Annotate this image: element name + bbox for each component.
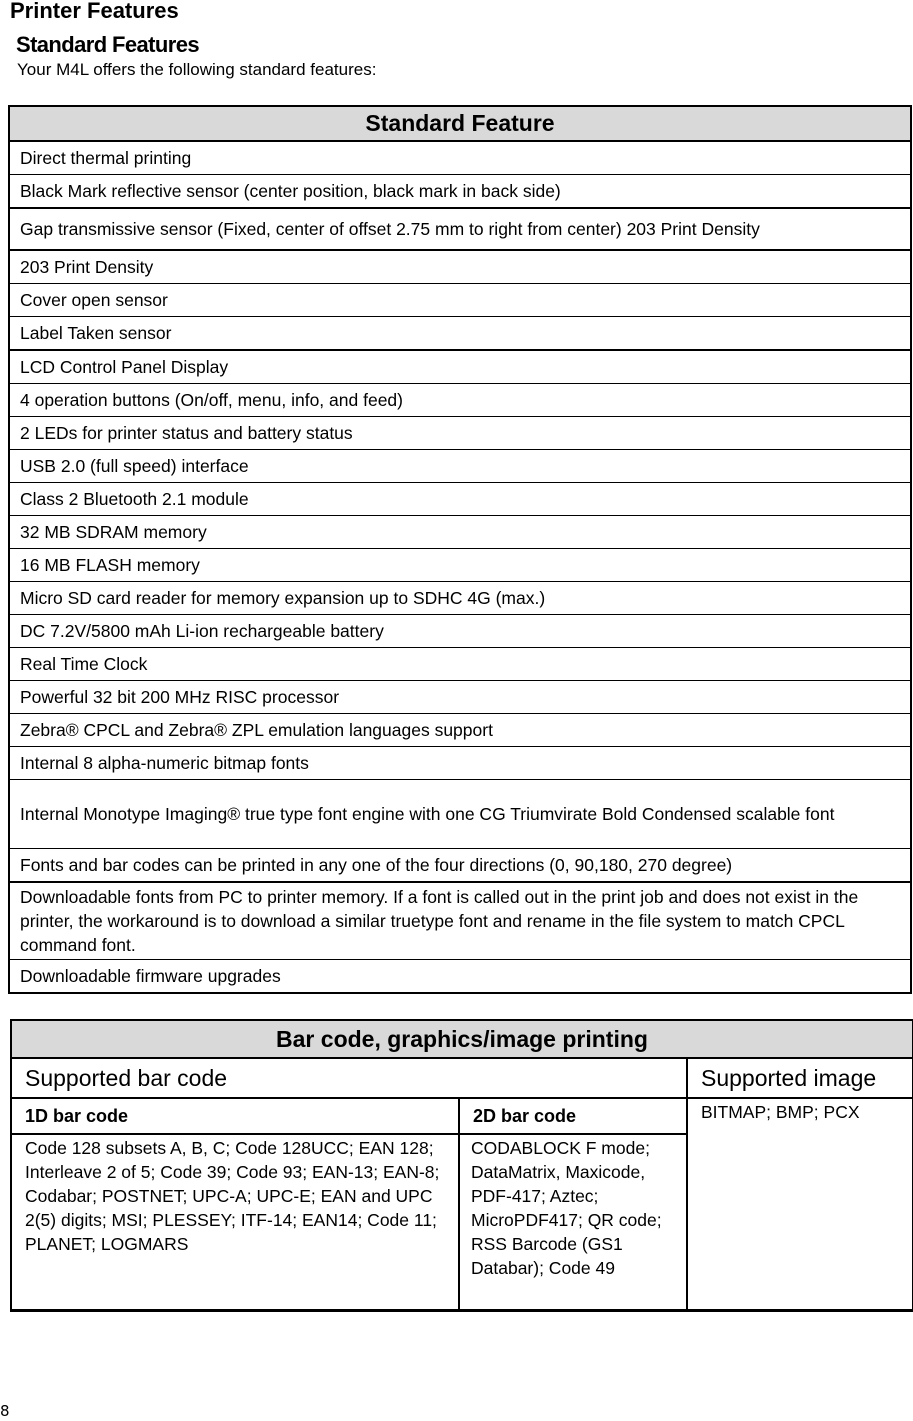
table-row: [9, 516, 911, 549]
table-row: [9, 549, 911, 582]
page-number: 8: [0, 1402, 10, 1420]
barcode-table-title: Bar code, graphics/image printing: [11, 1020, 913, 1058]
table-row: [9, 417, 911, 450]
table-row: [9, 615, 911, 648]
feature-cell: Powerful 32 bit 200 MHz RISC processor: [9, 681, 911, 714]
table-header-row: [9, 106, 911, 141]
table-row: [9, 141, 911, 175]
barcode-2d-list: CODABLOCK F mode; DataMatrix, Maxicode, PDF-417; Aztec; MicroPDF417; QR code; RSS Barcode (GS1 Databar); Code 49: [459, 1134, 687, 1311]
feature-cell: 16 MB FLASH memory: [9, 549, 911, 582]
feature-cell: Micro SD card reader for memory expansion up to SDHC 4G (max.): [9, 582, 911, 615]
table-row: [9, 747, 911, 780]
feature-cell: Fonts and bar codes can be printed in any one of the four directions (0, 90,180, 270 degree): [9, 849, 911, 883]
table-row: [9, 175, 911, 209]
feature-cell: 203 Print Density: [9, 250, 911, 284]
table-row: [9, 350, 911, 384]
supported-image-header: Supported image: [687, 1058, 913, 1098]
image-formats-cell: BITMAP; BMP; PCX: [687, 1098, 913, 1311]
table-row: [9, 681, 911, 714]
table-row: [9, 317, 911, 351]
feature-cell: Internal 8 alpha-numeric bitmap fonts: [9, 747, 911, 780]
feature-cell: 2 LEDs for printer status and battery status: [9, 417, 911, 450]
feature-cell: Zebra® CPCL and Zebra® ZPL emulation languages support: [9, 714, 911, 747]
col-1d-header: 1D bar code: [11, 1098, 459, 1134]
feature-cell: USB 2.0 (full speed) interface: [9, 450, 911, 483]
section-heading: Standard Features: [16, 32, 199, 57]
feature-cell: Direct thermal printing: [9, 141, 911, 175]
table-header: Standard Feature: [9, 106, 911, 141]
table-row: [9, 284, 911, 317]
col-2d-header: 2D bar code: [459, 1098, 687, 1134]
table-row: [9, 483, 911, 516]
barcode-1d-list: Code 128 subsets A, B, C; Code 128UCC; EAN 128; Interleave 2 of 5; Code 39; Code 93; EAN-13; EAN-8; Codabar; POSTNET; UPC-A; UPC-E; EAN and UPC 2(5) digits; MSI; PLESSEY; ITF-14; EAN14; Code 11; PLANET; LOGMARS: [11, 1134, 459, 1311]
table-row: [9, 384, 911, 417]
table-row: [9, 450, 911, 483]
table-row: [9, 849, 911, 883]
barcode-graphics-table: [10, 1019, 913, 1312]
feature-cell: Downloadable firmware upgrades: [9, 960, 911, 994]
feature-cell: Cover open sensor: [9, 284, 911, 317]
page-heading: Printer Features: [10, 0, 179, 23]
table-row: [9, 648, 911, 681]
feature-cell: DC 7.2V/5800 mAh Li-ion rechargeable battery: [9, 615, 911, 648]
feature-cell: LCD Control Panel Display: [9, 350, 911, 384]
supported-barcode-header: Supported bar code: [11, 1058, 687, 1098]
feature-cell: Label Taken sensor: [9, 317, 911, 351]
table-row: [9, 582, 911, 615]
feature-cell: Gap transmissive sensor (Fixed, center of offset 2.75 mm to right from center) 203 Print Density: [9, 208, 911, 250]
feature-cell: Real Time Clock: [9, 648, 911, 681]
feature-cell: 32 MB SDRAM memory: [9, 516, 911, 549]
table-row: [9, 250, 911, 284]
feature-cell: 4 operation buttons (On/off, menu, info, and feed): [9, 384, 911, 417]
standard-features-table: [8, 105, 912, 994]
table-row: [9, 714, 911, 747]
table-row: [9, 780, 911, 849]
table-row: [9, 208, 911, 250]
table-row: [9, 882, 911, 960]
intro-text: Your M4L offers the following standard features:: [17, 60, 377, 79]
feature-cell: Black Mark reflective sensor (center position, black mark in back side): [9, 175, 911, 209]
feature-cell: Downloadable fonts from PC to printer memory. If a font is called out in the print job and does not exist in the printer, the workaround is to download a similar truetype font and rename in the file system to match CPCL command font.: [9, 882, 911, 960]
feature-cell: Class 2 Bluetooth 2.1 module: [9, 483, 911, 516]
table-row: [9, 960, 911, 994]
feature-cell: Internal Monotype Imaging® true type font engine with one CG Triumvirate Bold Condensed scalable font: [9, 780, 911, 849]
